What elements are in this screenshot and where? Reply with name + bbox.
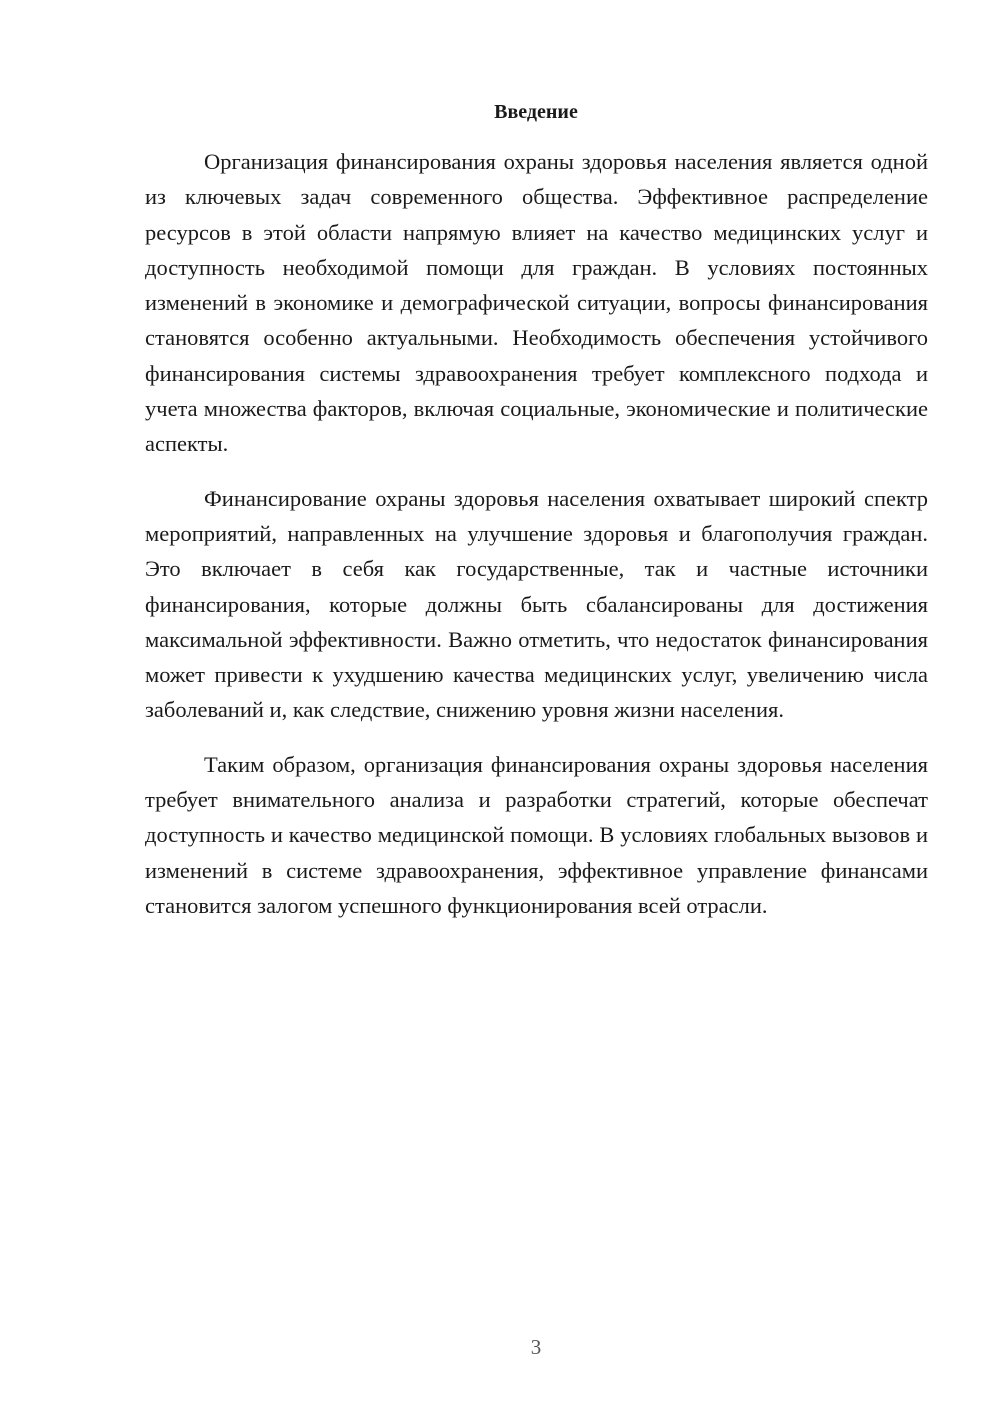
paragraph-3: Таким образом, организация финансирования охраны здоровья населения требует внимательного анализа и разработки стратегий, которые обеспечат доступность и качество медицинской помощи. В условиях глобальных вызовов и изменений в системе здравоохранения, эффективное управление финансами становится залогом успешного функционирования всей отрасли. (145, 751, 928, 918)
body-text (145, 144, 928, 942)
paragraph-1: Организация финансирования охраны здоровья населения является одной из ключевых задач современного общества. Эффективное распределение ресурсов в этой области напрямую влияет на качество медицинских услуг и доступность необходимой помощи для граждан. В условиях постоянных изменений в экономике и демографической ситуации, вопросы финансирования становятся особенно актуальными. Необходимость обеспечения устойчивого финансирования системы здравоохранения требует комплексного подхода и учета множества факторов, включая социальные, экономические и политические аспекты. (145, 149, 928, 457)
paragraph-2: Финансирование охраны здоровья населения охватывает широкий спектр мероприятий, направленных на улучшение здоровья и благополучия граждан. Это включает в себя как государственные, так и частные источники финансирования, которые должны быть сбалансированы для достижения максимальной эффективности. Важно отметить, что недостаток финансирования может привести к ухудшению качества медицинских услуг, увеличению числа заболеваний и, как следствие, снижению уровня жизни населения. (145, 485, 928, 723)
section-heading: Введение (494, 101, 578, 123)
page-number: 3 (530, 1335, 542, 1359)
